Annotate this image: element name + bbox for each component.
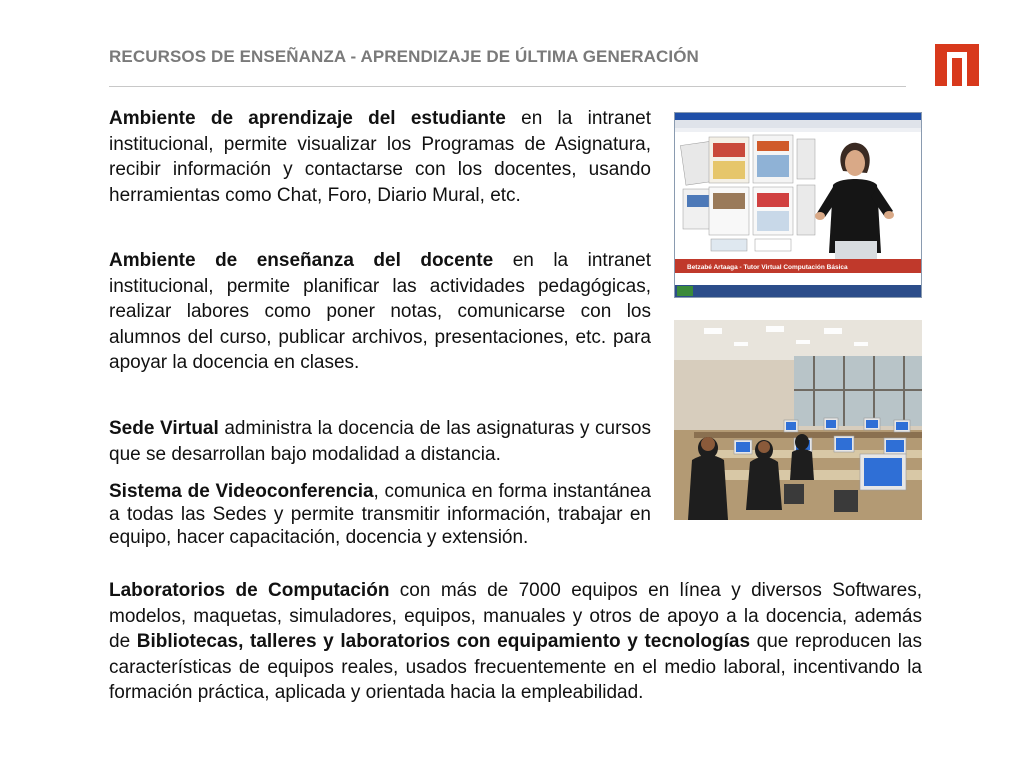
paragraph-computer-labs [109,578,922,706]
paragraph-text: administra la docencia de las asignaturas y cursos que se desarrollan bajo modalidad a distancia. [109,418,651,465]
paragraph-text: , comunica en forma instantánea a todas las Sedes y permite transmitir información, trabajar en equipo, hacer capacitación, docencia y extensión. [109,481,651,548]
paragraph-text: con más de 7000 equipos en línea y diversos Softwares, modelos, maquetas, simuladores, equipos, manuales y otros de apoyo a la docencia, además de [109,580,922,652]
paragraph-heading: Sistema de Videoconferencia [109,481,374,502]
paragraph-virtual-campus [109,416,651,467]
paragraph-text: en la intranet institucional, permite visualizar los Programas de Asignatura, recibir información y contactarse con los docentes, usando herramientas como Chat, Foro, Diario Mural, etc. [109,108,651,206]
paragraph-student-environment [109,106,651,208]
page-title: RECURSOS DE ENSEÑANZA - APRENDIZAJE DE ÚLTIMA GENERACIÓN [109,47,699,66]
institution-logo [935,44,979,86]
title-divider [109,86,906,87]
paragraph-heading: Ambiente de enseñanza del docente [109,250,494,271]
paragraph-heading: Laboratorios de Computación [109,580,390,601]
paragraph-videoconference [109,480,651,549]
virtual-tutor-screenshot [674,112,922,298]
paragraph-heading-secondary: Bibliotecas, talleres y laboratorios con equipamiento y tecnologías [136,631,751,652]
paragraph-text: en la intranet institucional, permite planificar las actividades pedagógicas, realizar labores como poner notas, comunicarse con los alumnos del curso, publicar archivos, presentaciones, etc. para apoyar la docencia en clases. [109,250,651,373]
computer-lab-photo [674,320,922,520]
paragraph-heading: Sede Virtual [109,418,219,439]
paragraph-heading: Ambiente de aprendizaje del estudiante [109,108,506,129]
screenshot-caption: Betzabé Artaaga - Tutor Virtual Computación Básica [687,264,848,271]
paragraph-text-end: que reproducen las características de equipos reales, usados frecuentemente en el medio laboral, incentivando la formación práctica, aplicada y orientada hacia la empleabilidad. [109,631,923,703]
paragraph-teacher-environment [109,248,651,376]
